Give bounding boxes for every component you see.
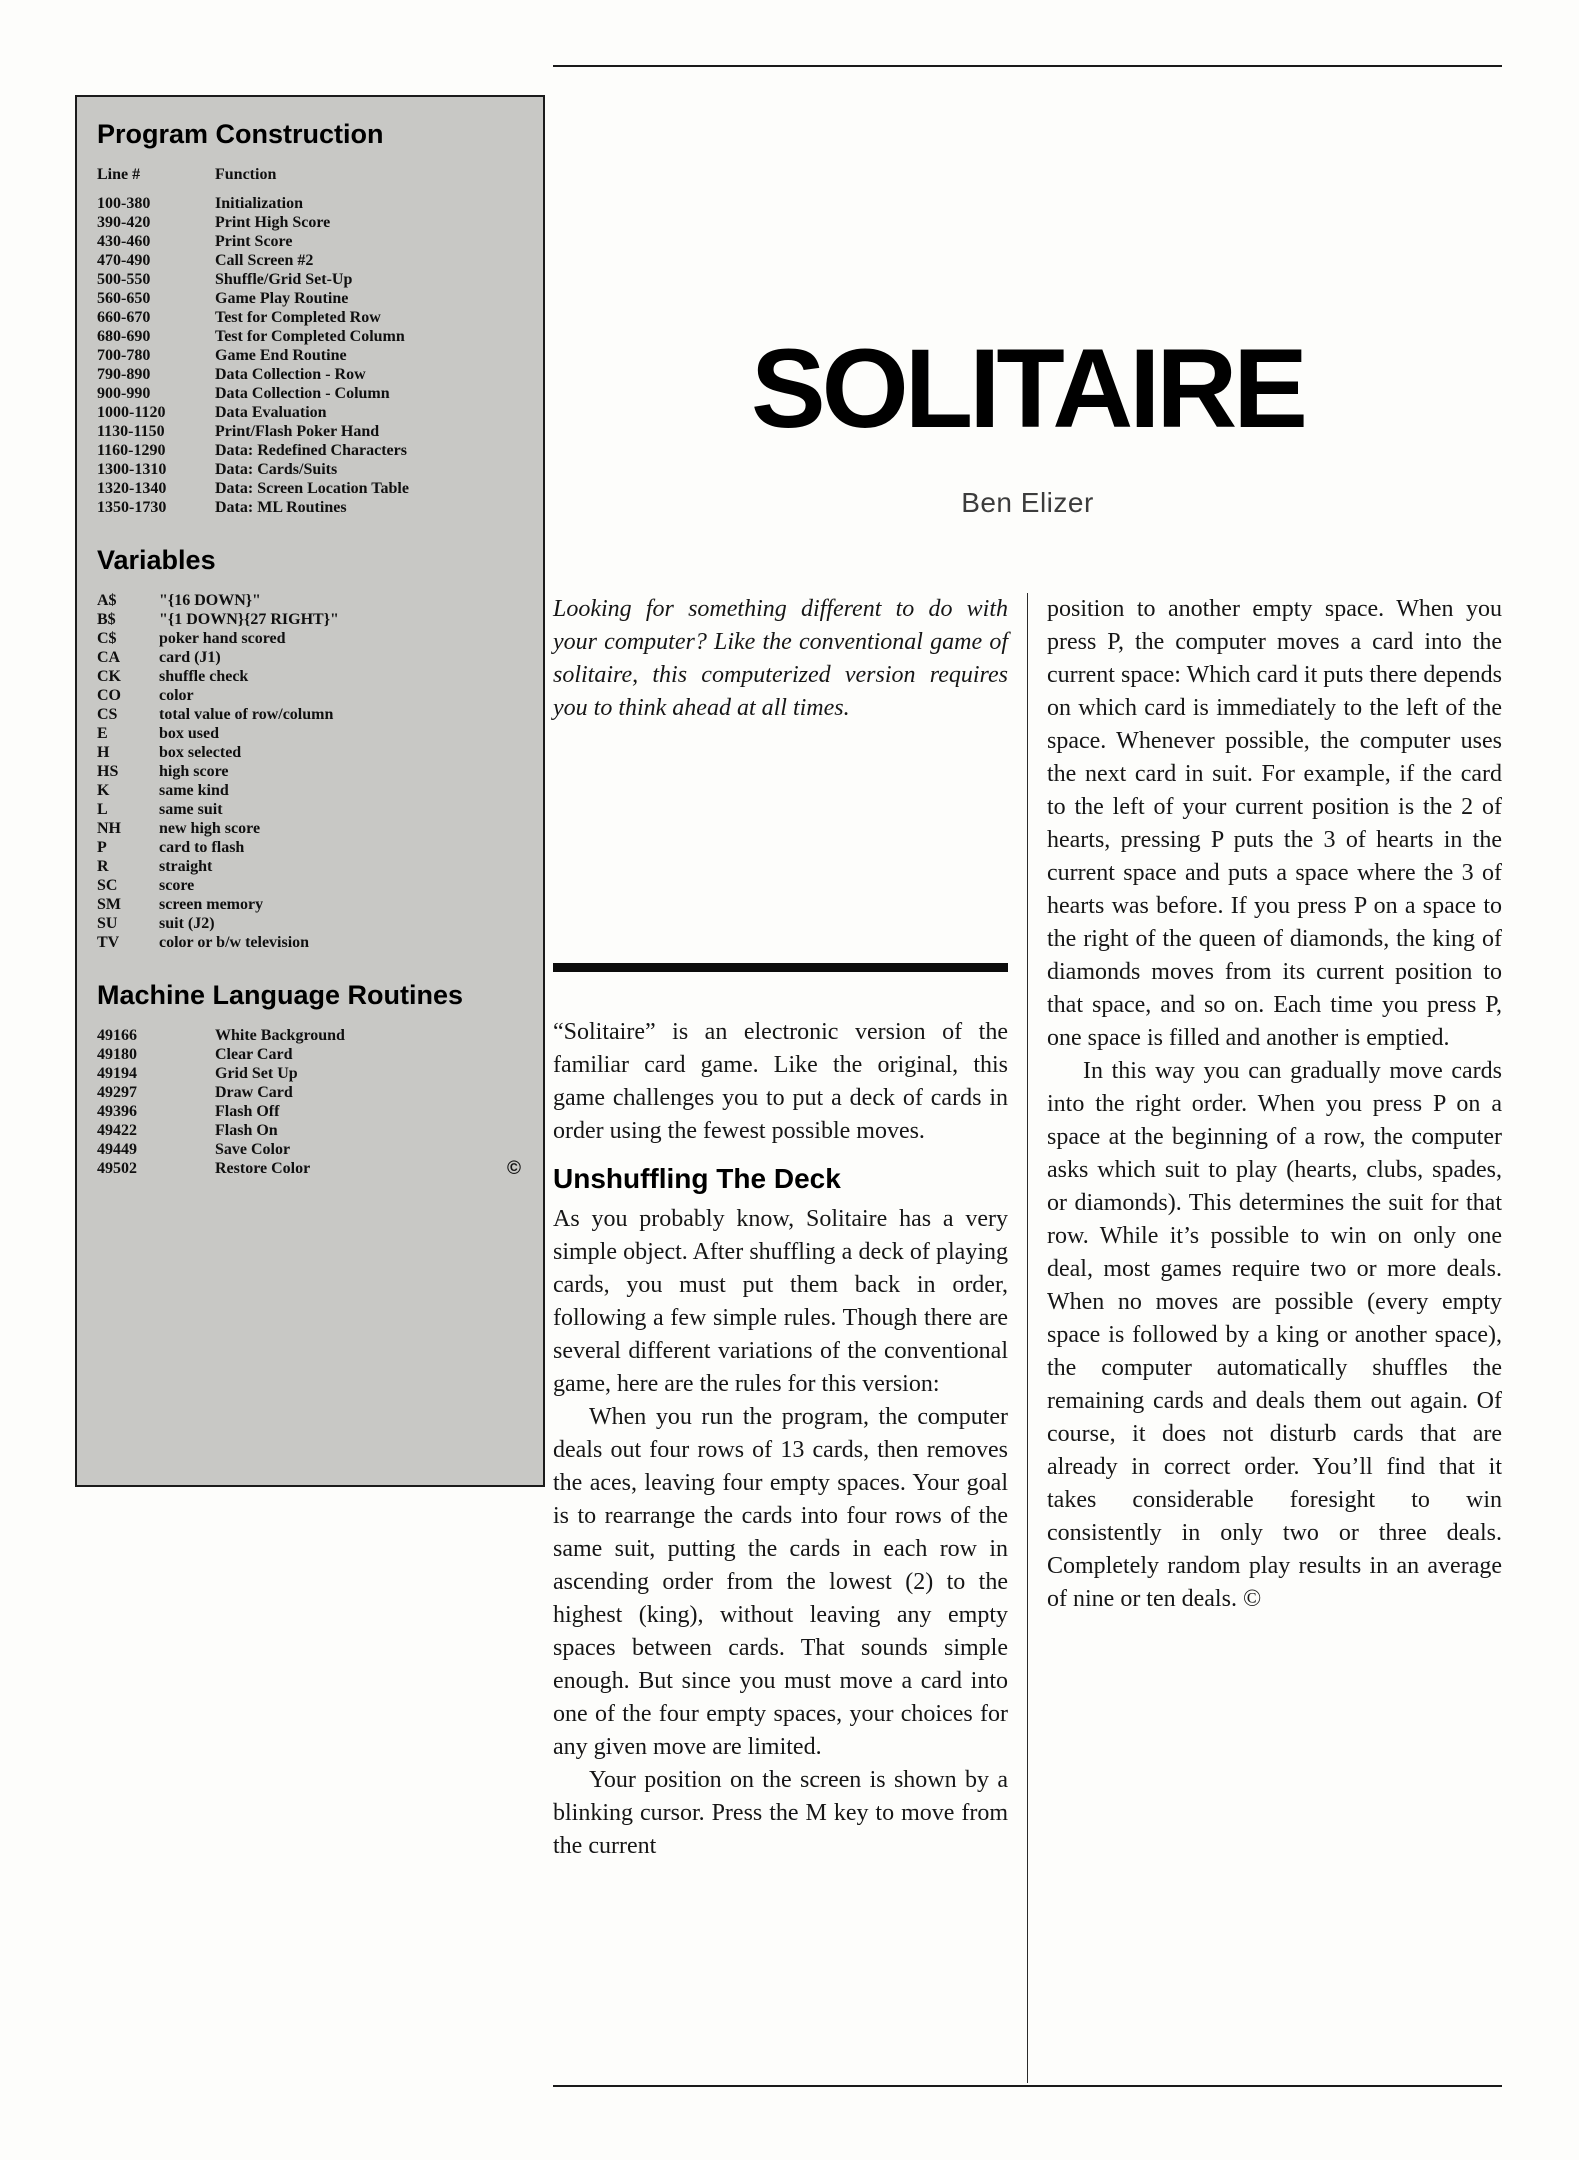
line-range: 1320-1340 bbox=[97, 480, 167, 497]
program-table-header bbox=[97, 165, 523, 184]
routine-address: 49502 bbox=[97, 1160, 137, 1177]
function-name: Print High Score bbox=[215, 214, 331, 231]
table-row bbox=[97, 667, 523, 686]
routine-name: White Background bbox=[215, 1027, 345, 1044]
article-area bbox=[553, 65, 1502, 2087]
routine-address: 49166 bbox=[97, 1027, 137, 1044]
function-name: Shuffle/Grid Set-Up bbox=[215, 271, 353, 288]
body-paragraph: As you probably know, Solitaire has a very simple object. After shuffling a deck of playing cards, you must put them back in order, following a few simple rules. Though there are several different variations of the conventional game, here are the rules for this version: bbox=[553, 1206, 1008, 1397]
variable-name: NH bbox=[97, 820, 121, 837]
table-row bbox=[97, 1140, 523, 1159]
ml-routines-section bbox=[97, 980, 523, 1178]
line-range: 470-490 bbox=[97, 252, 151, 269]
line-range: 790-890 bbox=[97, 366, 151, 383]
table-row bbox=[97, 705, 523, 724]
table-row bbox=[97, 270, 523, 289]
variable-description: new high score bbox=[159, 820, 261, 837]
variable-name: HS bbox=[97, 763, 119, 780]
routine-name: Save Color bbox=[215, 1141, 291, 1158]
table-row bbox=[97, 591, 523, 610]
line-range: 660-670 bbox=[97, 309, 151, 326]
variable-description: high score bbox=[159, 763, 229, 780]
table-row bbox=[97, 838, 523, 857]
function-name: Data: Redefined Characters bbox=[215, 442, 407, 459]
function-name: Print Score bbox=[215, 233, 293, 250]
variable-name: CK bbox=[97, 668, 121, 685]
table-row bbox=[97, 762, 523, 781]
variable-description: card (J1) bbox=[159, 649, 221, 666]
line-range: 1350-1730 bbox=[97, 499, 167, 516]
line-range: 100-380 bbox=[97, 195, 151, 212]
function-name: Data Collection - Row bbox=[215, 366, 366, 383]
variable-name: B$ bbox=[97, 611, 116, 628]
variable-name: H bbox=[97, 744, 110, 761]
table-row bbox=[97, 251, 523, 270]
variable-name: SC bbox=[97, 877, 118, 894]
routine-address: 49180 bbox=[97, 1046, 137, 1063]
table-row bbox=[97, 800, 523, 819]
variable-name: K bbox=[97, 782, 110, 799]
table-row bbox=[97, 876, 523, 895]
column-divider-rule bbox=[1027, 593, 1028, 2083]
line-column-header: Line # bbox=[97, 166, 141, 183]
routine-name: Clear Card bbox=[215, 1046, 293, 1063]
table-row bbox=[97, 1026, 523, 1045]
table-row bbox=[97, 819, 523, 838]
table-row bbox=[97, 498, 523, 517]
table-row bbox=[97, 194, 523, 213]
article-author: Ben Elizer bbox=[961, 487, 1094, 518]
table-row bbox=[97, 1121, 523, 1140]
article-title: SOLITAIRE bbox=[750, 326, 1305, 451]
variable-name: L bbox=[97, 801, 108, 818]
routine-address: 49449 bbox=[97, 1141, 137, 1158]
ml-routines-heading: Machine Language Routines bbox=[97, 980, 464, 1010]
table-row bbox=[97, 460, 523, 479]
table-row bbox=[97, 403, 523, 422]
column-gap bbox=[1008, 593, 1047, 2085]
body-paragraph: position to another empty space. When you press P, the computer moves a card into the current space: Which card it puts there depends on which card is immediately to the left of the space. Whenever possible, the computer uses the next card in suit. For example, if the card to the left of your current position is the 2 of hearts, pressing P puts the 3 of hearts in the current space and puts a space where the 3 of hearts was before. If you press P on a space to the right of the queen of diamonds, the king of diamonds moves from its current position to that space, and so on. Each time you press P, one space is filled and another is emptied. bbox=[1047, 596, 1502, 1051]
function-name: Test for Completed Row bbox=[215, 309, 381, 326]
table-row bbox=[97, 232, 523, 251]
function-name: Initialization bbox=[215, 195, 304, 212]
routine-name: Flash Off bbox=[215, 1103, 280, 1120]
right-column-paragraphs bbox=[1047, 593, 1502, 1616]
line-range: 900-990 bbox=[97, 385, 151, 402]
bottom-rule bbox=[553, 2085, 1502, 2087]
function-name: Game End Routine bbox=[215, 347, 347, 364]
variable-name: CO bbox=[97, 687, 121, 704]
table-row bbox=[97, 610, 523, 629]
line-range: 700-780 bbox=[97, 347, 151, 364]
body-column-right bbox=[1047, 593, 1502, 2085]
function-name: Data: Screen Location Table bbox=[215, 480, 409, 497]
variable-description: "{1 DOWN}{27 RIGHT}" bbox=[159, 611, 339, 628]
variable-description: total value of row/column bbox=[159, 706, 334, 723]
function-name: Data: ML Routines bbox=[215, 499, 347, 516]
function-column-header: Function bbox=[215, 166, 277, 183]
top-rule bbox=[553, 65, 1502, 67]
table-row bbox=[97, 479, 523, 498]
variable-name: SM bbox=[97, 896, 121, 913]
variables-heading: Variables bbox=[97, 545, 216, 575]
routine-name: Grid Set Up bbox=[215, 1065, 298, 1082]
table-row bbox=[97, 365, 523, 384]
variable-name: A$ bbox=[97, 592, 117, 609]
table-row bbox=[97, 1083, 523, 1102]
line-range: 390-420 bbox=[97, 214, 151, 231]
variable-description: poker hand scored bbox=[159, 630, 286, 647]
variable-description: color bbox=[159, 687, 194, 704]
line-range: 500-550 bbox=[97, 271, 151, 288]
function-name: Print/Flash Poker Hand bbox=[215, 423, 380, 440]
table-row bbox=[97, 327, 523, 346]
variables-section bbox=[97, 545, 523, 952]
table-row bbox=[97, 895, 523, 914]
table-row bbox=[97, 1064, 523, 1083]
lead-paragraph: “Solitaire” is an electronic version of the familiar card game. Like the original, this game challenges you to put a deck of cards in order using the fewest possible moves. bbox=[553, 1019, 1008, 1144]
table-row bbox=[97, 933, 523, 952]
routine-address: 49297 bbox=[97, 1084, 137, 1101]
table-row bbox=[97, 686, 523, 705]
variable-description: same kind bbox=[159, 782, 229, 799]
variable-description: box selected bbox=[159, 744, 242, 761]
function-name: Call Screen #2 bbox=[215, 252, 314, 269]
routine-address: 49194 bbox=[97, 1065, 137, 1082]
routine-name: Restore Color bbox=[215, 1160, 311, 1177]
program-construction-heading: Program Construction bbox=[97, 119, 384, 149]
variable-name: SU bbox=[97, 915, 118, 932]
table-row bbox=[97, 1102, 523, 1121]
table-row bbox=[97, 743, 523, 762]
variables-table bbox=[97, 591, 523, 952]
table-row bbox=[97, 346, 523, 365]
routine-address: 49396 bbox=[97, 1103, 137, 1120]
table-row bbox=[97, 422, 523, 441]
body-paragraph: When you run the program, the computer deals out four rows of 13 cards, then removes the aces, leaving four empty spaces. Your goal is to rearrange the cards into four rows of the same suit, putting the cards in each row in ascending order from the lowest (2) to the highest (king), without leaving any empty spaces between cards. That sounds simple enough. But since you must move a card into one of the four empty spaces, your choices for any given move are limited. bbox=[553, 1404, 1008, 1760]
variable-name: C$ bbox=[97, 630, 117, 647]
function-name: Game Play Routine bbox=[215, 290, 349, 307]
routine-name: Flash On bbox=[215, 1122, 278, 1139]
left-column-paragraphs bbox=[553, 1203, 1008, 1863]
line-range: 1000-1120 bbox=[97, 404, 166, 421]
table-row bbox=[97, 213, 523, 232]
copyright-mark: © bbox=[507, 1158, 521, 1179]
section-heading: Unshuffling The Deck bbox=[553, 1163, 841, 1194]
variable-description: score bbox=[159, 877, 195, 894]
function-name: Data Evaluation bbox=[215, 404, 327, 421]
table-row bbox=[97, 857, 523, 876]
line-range: 560-650 bbox=[97, 290, 151, 307]
variable-name: E bbox=[97, 725, 108, 742]
variable-description: box used bbox=[159, 725, 220, 742]
routine-address: 49422 bbox=[97, 1122, 137, 1139]
table-row bbox=[97, 289, 523, 308]
variable-name: CA bbox=[97, 649, 121, 666]
table-row bbox=[97, 648, 523, 667]
routine-name: Draw Card bbox=[215, 1084, 293, 1101]
variable-name: R bbox=[97, 858, 109, 875]
variable-description: card to flash bbox=[159, 839, 245, 856]
function-name: Test for Completed Column bbox=[215, 328, 405, 345]
ml-routines-table bbox=[97, 1026, 523, 1178]
function-name: Data Collection - Column bbox=[215, 385, 390, 402]
line-range: 1160-1290 bbox=[97, 442, 166, 459]
variable-description: screen memory bbox=[159, 896, 264, 913]
program-construction-section bbox=[97, 119, 523, 517]
table-row bbox=[97, 629, 523, 648]
table-row bbox=[97, 441, 523, 460]
body-paragraph: In this way you can gradually move cards into the right order. When you press P on a space at the beginning of a row, the computer asks which suit to play (hearts, clubs, spades, or diamonds). This determines the suit for that row. While it’s possible to win on only one deal, most games require two or more deals. When no moves are possible (every empty space is followed by a king or another space), the computer automatically shuffles the remaining cards and deals them out again. Of course, it does not disturb cards that are already in correct order. You’ll find that it takes considerable foresight to win consistently in only two or three deals. Completely random play results in an average of nine or ten deals. © bbox=[1047, 1058, 1502, 1612]
function-name: Data: Cards/Suits bbox=[215, 461, 338, 478]
body-columns bbox=[553, 593, 1502, 2085]
line-range: 1300-1310 bbox=[97, 461, 167, 478]
table-row bbox=[97, 914, 523, 933]
table-row bbox=[97, 384, 523, 403]
table-row bbox=[97, 1045, 523, 1064]
variable-description: straight bbox=[159, 858, 213, 875]
table-row bbox=[97, 724, 523, 743]
variable-name: P bbox=[97, 839, 107, 856]
variable-description: suit (J2) bbox=[159, 915, 215, 932]
table-row bbox=[97, 781, 523, 800]
line-range: 1130-1150 bbox=[97, 423, 165, 440]
intro-paragraph: Looking for something different to do with your computer? Like the conventional game of solitaire, this computerized version requires you to think ahead at all times. bbox=[553, 596, 1008, 721]
body-column-left bbox=[553, 593, 1008, 2085]
program-reference-sidebar bbox=[75, 95, 545, 1487]
line-range: 680-690 bbox=[97, 328, 151, 345]
table-row bbox=[97, 1159, 523, 1178]
variable-name: CS bbox=[97, 706, 118, 723]
variable-description: shuffle check bbox=[159, 668, 249, 685]
intro-divider-rule bbox=[553, 963, 1008, 972]
variable-description: same suit bbox=[159, 801, 223, 818]
body-paragraph: Your position on the screen is shown by a blinking cursor. Press the M key to move from the current bbox=[553, 1767, 1008, 1859]
table-row bbox=[97, 308, 523, 327]
variable-name: TV bbox=[97, 934, 120, 951]
variable-description: "{16 DOWN}" bbox=[159, 592, 261, 609]
line-range: 430-460 bbox=[97, 233, 151, 250]
variable-description: color or b/w television bbox=[159, 934, 310, 951]
program-construction-table bbox=[97, 194, 523, 517]
